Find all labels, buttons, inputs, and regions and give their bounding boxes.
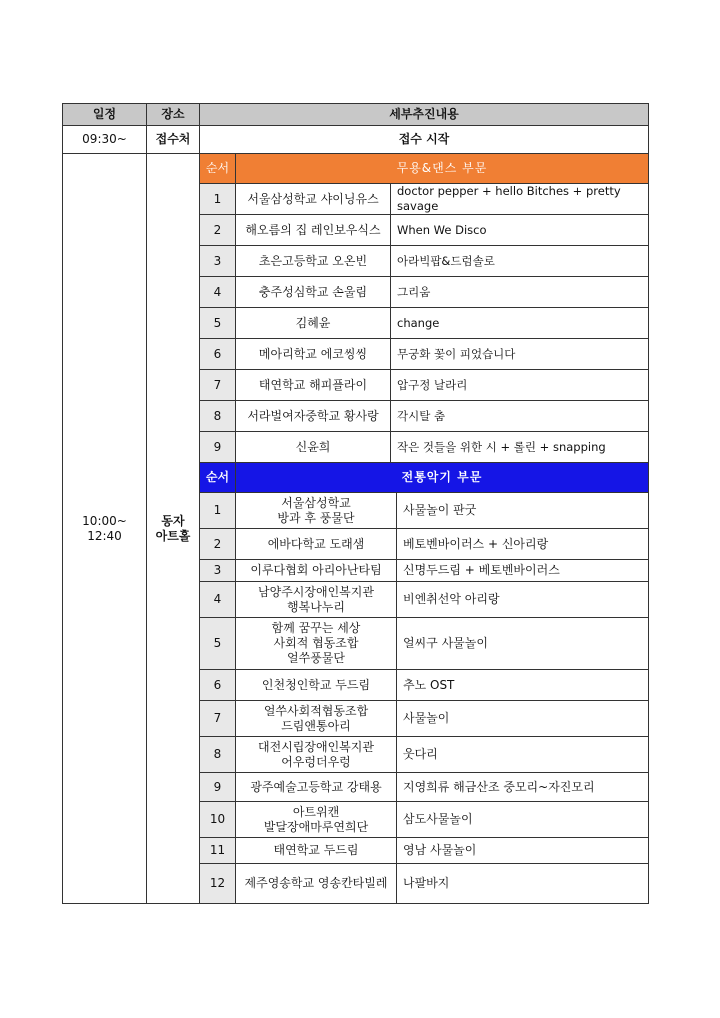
program-performance: 사물놀이 bbox=[397, 701, 649, 737]
program-team: 메아리학교 에코씽씽 bbox=[236, 339, 391, 370]
program-number: 6 bbox=[200, 670, 236, 701]
program-number: 8 bbox=[200, 737, 236, 773]
program-number: 3 bbox=[200, 246, 236, 277]
program-performance: 영남 사물놀이 bbox=[397, 838, 649, 864]
main-slot-place: 동자 아트홀 bbox=[147, 154, 200, 904]
main-slot-time: 10:00~ 12:40 bbox=[63, 154, 147, 904]
program-number: 12 bbox=[200, 864, 236, 904]
program-number: 1 bbox=[200, 184, 236, 215]
program-number: 5 bbox=[200, 308, 236, 339]
program-performance: 각시탈 춤 bbox=[391, 401, 649, 432]
program-team: 서라벌여자중학교 황사랑 bbox=[236, 401, 391, 432]
program-team: 광주예술고등학교 강태용 bbox=[236, 773, 397, 802]
program-performance: 그리움 bbox=[391, 277, 649, 308]
section-order-label: 순서 bbox=[200, 463, 236, 493]
section-title: 전통악기 부문 bbox=[236, 463, 649, 493]
program-team: 함께 꿈꾸는 세상 사회적 협동조합 얼쑤풍물단 bbox=[236, 618, 397, 670]
program-team: 태연학교 해피플라이 bbox=[236, 370, 391, 401]
header-place: 장소 bbox=[147, 104, 200, 126]
program-performance: 베토벤바이러스 + 신아리랑 bbox=[397, 529, 649, 560]
program-performance: doctor pepper + hello Bitches + pretty savage bbox=[391, 184, 649, 215]
header-details: 세부추진내용 bbox=[200, 104, 649, 126]
program-number: 7 bbox=[200, 701, 236, 737]
section-title: 무용&댄스 부문 bbox=[236, 154, 649, 184]
program-performance: 압구정 날라리 bbox=[391, 370, 649, 401]
program-team: 대전시립장애인복지관 어우렁더우렁 bbox=[236, 737, 397, 773]
program-team: 서울삼성학교 샤이닝유스 bbox=[236, 184, 391, 215]
header-row bbox=[63, 104, 649, 126]
program-team: 서울삼성학교 방과 후 풍물단 bbox=[236, 493, 397, 529]
registration-place: 접수처 bbox=[147, 126, 200, 154]
program-number: 3 bbox=[200, 560, 236, 582]
program-performance: 아라빅팝&드럼솔로 bbox=[391, 246, 649, 277]
program-performance: 무궁화 꽃이 피었습니다 bbox=[391, 339, 649, 370]
registration-time: 09:30~ bbox=[63, 126, 147, 154]
program-team: 김혜윤 bbox=[236, 308, 391, 339]
program-performance: change bbox=[391, 308, 649, 339]
program-team: 남양주시장애인복지관 행복나누리 bbox=[236, 582, 397, 618]
program-team: 충주성심학교 손울림 bbox=[236, 277, 391, 308]
program-team: 태연학교 두드림 bbox=[236, 838, 397, 864]
program-number: 9 bbox=[200, 773, 236, 802]
program-number: 9 bbox=[200, 432, 236, 463]
program-team: 제주영송학교 영송칸타빌레 bbox=[236, 864, 397, 904]
program-number: 2 bbox=[200, 529, 236, 560]
program-team: 초은고등학교 오온빈 bbox=[236, 246, 391, 277]
program-number: 8 bbox=[200, 401, 236, 432]
program-number: 1 bbox=[200, 493, 236, 529]
program-performance: 신명두드림 + 베토벤바이러스 bbox=[397, 560, 649, 582]
program-performance: 삼도사물놀이 bbox=[397, 802, 649, 838]
program-team: 해오름의 집 레인보우식스 bbox=[236, 215, 391, 246]
program-number: 10 bbox=[200, 802, 236, 838]
header-schedule: 일정 bbox=[63, 104, 147, 126]
program-team: 아트위캔 발달장애마루연희단 bbox=[236, 802, 397, 838]
program-team: 신윤희 bbox=[236, 432, 391, 463]
section-header-row bbox=[63, 154, 649, 184]
program-performance: 나팔바지 bbox=[397, 864, 649, 904]
registration-row bbox=[63, 126, 649, 154]
program-performance: 사물놀이 판굿 bbox=[397, 493, 649, 529]
program-number: 11 bbox=[200, 838, 236, 864]
program-team: 이루다협회 아리아난타팀 bbox=[236, 560, 397, 582]
program-performance: 작은 것들을 위한 시 + 롤린 + snapping bbox=[391, 432, 649, 463]
program-performance: 지영희류 해금산조 중모리~자진모리 bbox=[397, 773, 649, 802]
program-number: 4 bbox=[200, 582, 236, 618]
program-number: 6 bbox=[200, 339, 236, 370]
program-team: 얼쑤사회적협동조합 드림앤통아리 bbox=[236, 701, 397, 737]
registration-label: 접수 시작 bbox=[200, 126, 649, 154]
program-number: 2 bbox=[200, 215, 236, 246]
program-number: 5 bbox=[200, 618, 236, 670]
section-order-label: 순서 bbox=[200, 154, 236, 184]
program-team: 에바다학교 도래샘 bbox=[236, 529, 397, 560]
program-number: 7 bbox=[200, 370, 236, 401]
program-performance: 추노 OST bbox=[397, 670, 649, 701]
schedule-table bbox=[62, 103, 649, 904]
program-number: 4 bbox=[200, 277, 236, 308]
program-performance: 얼씨구 사물놀이 bbox=[397, 618, 649, 670]
program-team: 인천청인학교 두드림 bbox=[236, 670, 397, 701]
program-performance: When We Disco bbox=[391, 215, 649, 246]
program-performance: 비엔취선악 아리랑 bbox=[397, 582, 649, 618]
program-performance: 웃다리 bbox=[397, 737, 649, 773]
